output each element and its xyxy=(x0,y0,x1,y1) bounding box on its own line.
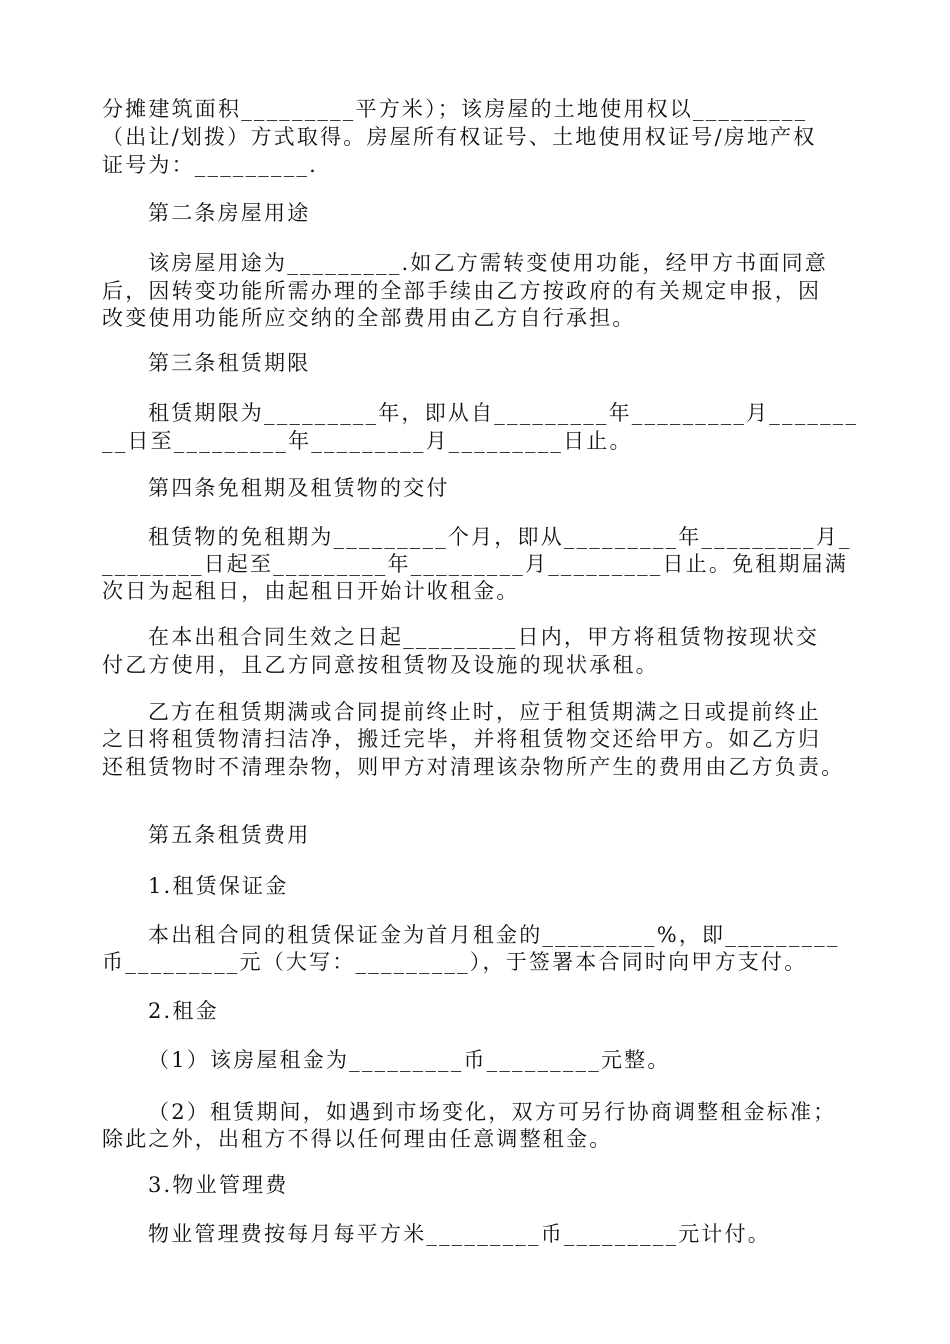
text-line: 之日将租赁物清扫洁净，搬迁完毕，并将租赁物交还给甲方。如乙方归 xyxy=(102,727,822,751)
text-line: 证号为：_________. xyxy=(102,153,318,177)
text-line: 物业管理费按每月每平方米_________币_________元计付。 xyxy=(148,1222,771,1246)
text-line: 租赁物的免租期为_________个月，即从_________年_________月_ xyxy=(148,525,852,549)
section-heading: 第三条租赁期限 xyxy=(148,351,311,375)
text-line: 除此之外，出租方不得以任何理由任意调整租金。 xyxy=(102,1127,613,1151)
text-line: （出让/划拨）方式取得。房屋所有权证号、土地使用权证号/房地产权 xyxy=(102,125,817,149)
section-heading: 第二条房屋用途 xyxy=(148,201,311,225)
text-line: 分摊建筑面积_________平方米）；该房屋的土地使用权以_________ xyxy=(102,97,808,121)
text-line: 改变使用功能所应交纳的全部费用由乙方自行承担。 xyxy=(102,306,636,330)
text-line: （2）租赁期间，如遇到市场变化，双方可另行协商调整租金标准； xyxy=(148,1100,837,1124)
text-line: ________日起至_________年_________月_________日止。免租期届满 xyxy=(102,552,849,576)
text-line: 本出租合同的租赁保证金为首月租金的_________%，即_________ xyxy=(148,923,840,947)
subsection-heading: 1.租赁保证金 xyxy=(148,874,289,898)
text-line: 乙方在租赁期满或合同提前终止时，应于租赁期满之日或提前终止 xyxy=(148,700,821,724)
text-line: 次日为起租日，由起租日开始计收租金。 xyxy=(102,579,520,603)
section-heading: 第五条租赁费用 xyxy=(148,823,311,847)
text-line: 该房屋用途为_________.如乙方需转变使用功能，经甲方书面同意 xyxy=(148,251,828,275)
subsection-heading: 2.租金 xyxy=(148,999,219,1023)
text-line: __日至_________年_________月_________日止。 xyxy=(102,429,633,453)
text-line: 在本出租合同生效之日起_________日内，甲方将租赁物按现状交 xyxy=(148,625,820,649)
text-line: 租赁期限为_________年，即从自_________年_________月_______ xyxy=(148,401,859,425)
text-line: （1）该房屋租金为_________币_________元整。 xyxy=(148,1048,671,1072)
section-heading: 第四条免租期及租赁物的交付 xyxy=(148,476,450,500)
text-line: 后，因转变功能所需办理的全部手续由乙方按政府的有关规定申报，因 xyxy=(102,279,822,303)
subsection-heading: 3.物业管理费 xyxy=(148,1173,289,1197)
text-line: 币_________元（大写：_________），于签署本合同时向甲方支付。 xyxy=(102,950,808,974)
text-line: 付乙方使用，且乙方同意按租赁物及设施的现状承租。 xyxy=(102,653,659,677)
text-line: 还租赁物时不清理杂物，则甲方对清理该杂物所产生的费用由乙方负责。 xyxy=(102,755,845,779)
